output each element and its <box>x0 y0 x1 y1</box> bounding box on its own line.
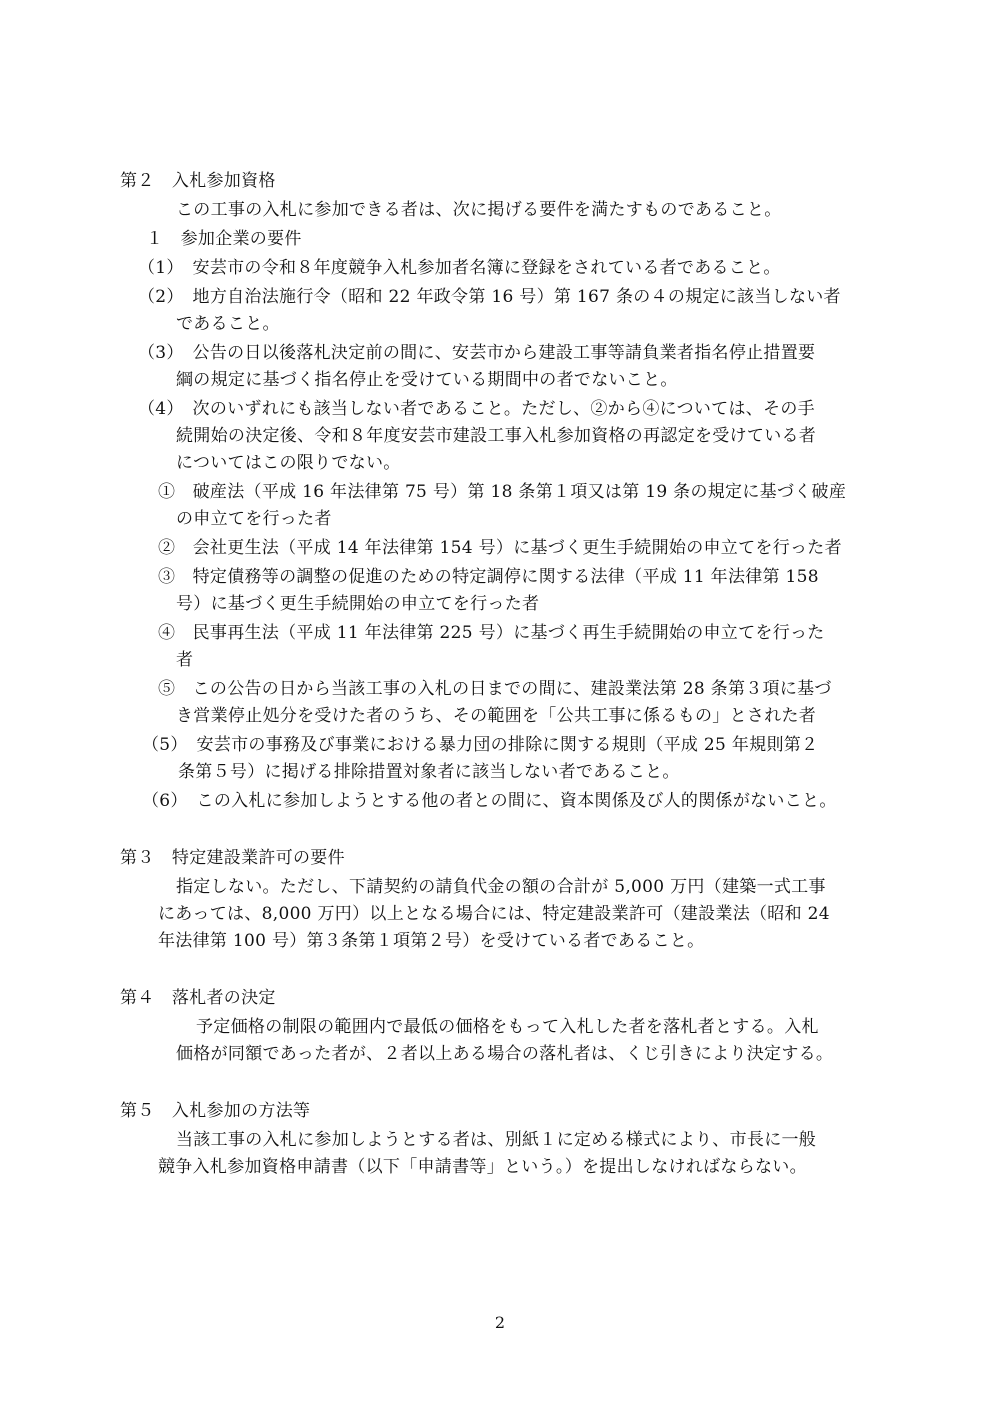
item-4-case-4-line-1: ④ 民事再生法（平成 11 年法律第 225 号）に基づく再生手続開始の申立てを行った <box>158 623 825 643</box>
item-5-line-1: （5） 安芸市の事務及び事業における暴力団の排除に関する規則（平成 25 年規則第２ <box>142 735 819 755</box>
section-2-heading: 第２ 入札参加資格 <box>120 171 276 191</box>
section-2-intro: この工事の入札に参加できる者は、次に掲げる要件を満たすものであること。 <box>176 200 782 220</box>
item-2-line-1: （2） 地方自治法施行令（昭和 22 年政令第 16 号）第 167 条の４の規定に該当しない者 <box>138 287 841 307</box>
section-4-line-2: 価格が同額であった者が、２者以上ある場合の落札者は、くじ引きにより決定する。 <box>176 1044 834 1064</box>
item-4-case-4-line-2: 者 <box>176 650 194 670</box>
item-5-line-2: 条第５号）に掲げる排除措置対象者に該当しない者であること。 <box>178 762 680 782</box>
item-1: （1） 安芸市の令和８年度競争入札参加者名簿に登録をされている者であること。 <box>138 258 781 278</box>
section-5-line-1: 当該工事の入札に参加しようとする者は、別紙１に定める様式により、市長に一般 <box>176 1130 817 1150</box>
item-2-line-2: であること。 <box>176 314 280 334</box>
section-4-line-1: 予定価格の制限の範囲内で最低の価格をもって入札した者を落札者とする。入札 <box>196 1017 819 1037</box>
item-4-line-3: についてはこの限りでない。 <box>176 453 401 473</box>
item-4-case-3-line-1: ③ 特定債務等の調整の促進のための特定調停に関する法律（平成 11 年法律第 158 <box>158 567 819 587</box>
item-4-case-1-line-2: の申立てを行った者 <box>176 509 332 529</box>
section-3-line-1: 指定しない。ただし、下請契約の請負代金の額の合計が 5,000 万円（建築一式工事 <box>176 877 826 897</box>
section-4-heading: 第４ 落札者の決定 <box>120 988 276 1008</box>
page-number: 2 <box>494 1313 506 1332</box>
subsection-1-heading: １ 参加企業の要件 <box>146 229 302 249</box>
item-4-case-3-line-2: 号）に基づく更生手続開始の申立てを行った者 <box>176 594 540 614</box>
item-4-case-5-line-2: き営業停止処分を受けた者のうち、その範囲を「公共工事に係るもの」とされた者 <box>176 706 817 726</box>
section-3-line-2: にあっては、8,000 万円）以上となる場合には、特定建設業許可（建設業法（昭和 24 <box>158 904 830 924</box>
section-3-heading: 第３ 特定建設業許可の要件 <box>120 848 345 868</box>
item-4-case-1-line-1: ① 破産法（平成 16 年法律第 75 号）第 18 条第１項又は第 19 条の規定に基づく破産 <box>158 482 847 502</box>
item-3-line-1: （3） 公告の日以後落札決定前の間に、安芸市から建設工事等請負業者指名停止措置要 <box>138 343 816 363</box>
section-5-heading: 第５ 入札参加の方法等 <box>120 1101 311 1121</box>
item-4-line-2: 続開始の決定後、令和８年度安芸市建設工事入札参加資格の再認定を受けている者 <box>176 426 817 446</box>
item-4-line-1: （4） 次のいずれにも該当しない者であること。ただし、②から④については、その手 <box>138 399 815 419</box>
item-4-case-2: ② 会社更生法（平成 14 年法律第 154 号）に基づく更生手続開始の申立てを行った者 <box>158 538 842 558</box>
section-3-line-3: 年法律第 100 号）第３条第１項第２号）を受けている者であること。 <box>158 931 705 951</box>
item-3-line-2: 綱の規定に基づく指名停止を受けている期間中の者でないこと。 <box>176 370 678 390</box>
section-5-line-2: 競争入札参加資格申請書（以下「申請書等」という。）を提出しなければならない。 <box>158 1157 807 1177</box>
item-6: （6） この入札に参加しようとする他の者との間に、資本関係及び人的関係がないこと。 <box>142 791 837 811</box>
item-4-case-5-line-1: ⑤ この公告の日から当該工事の入札の日までの間に、建設業法第 28 条第３項に基づ <box>158 679 832 699</box>
